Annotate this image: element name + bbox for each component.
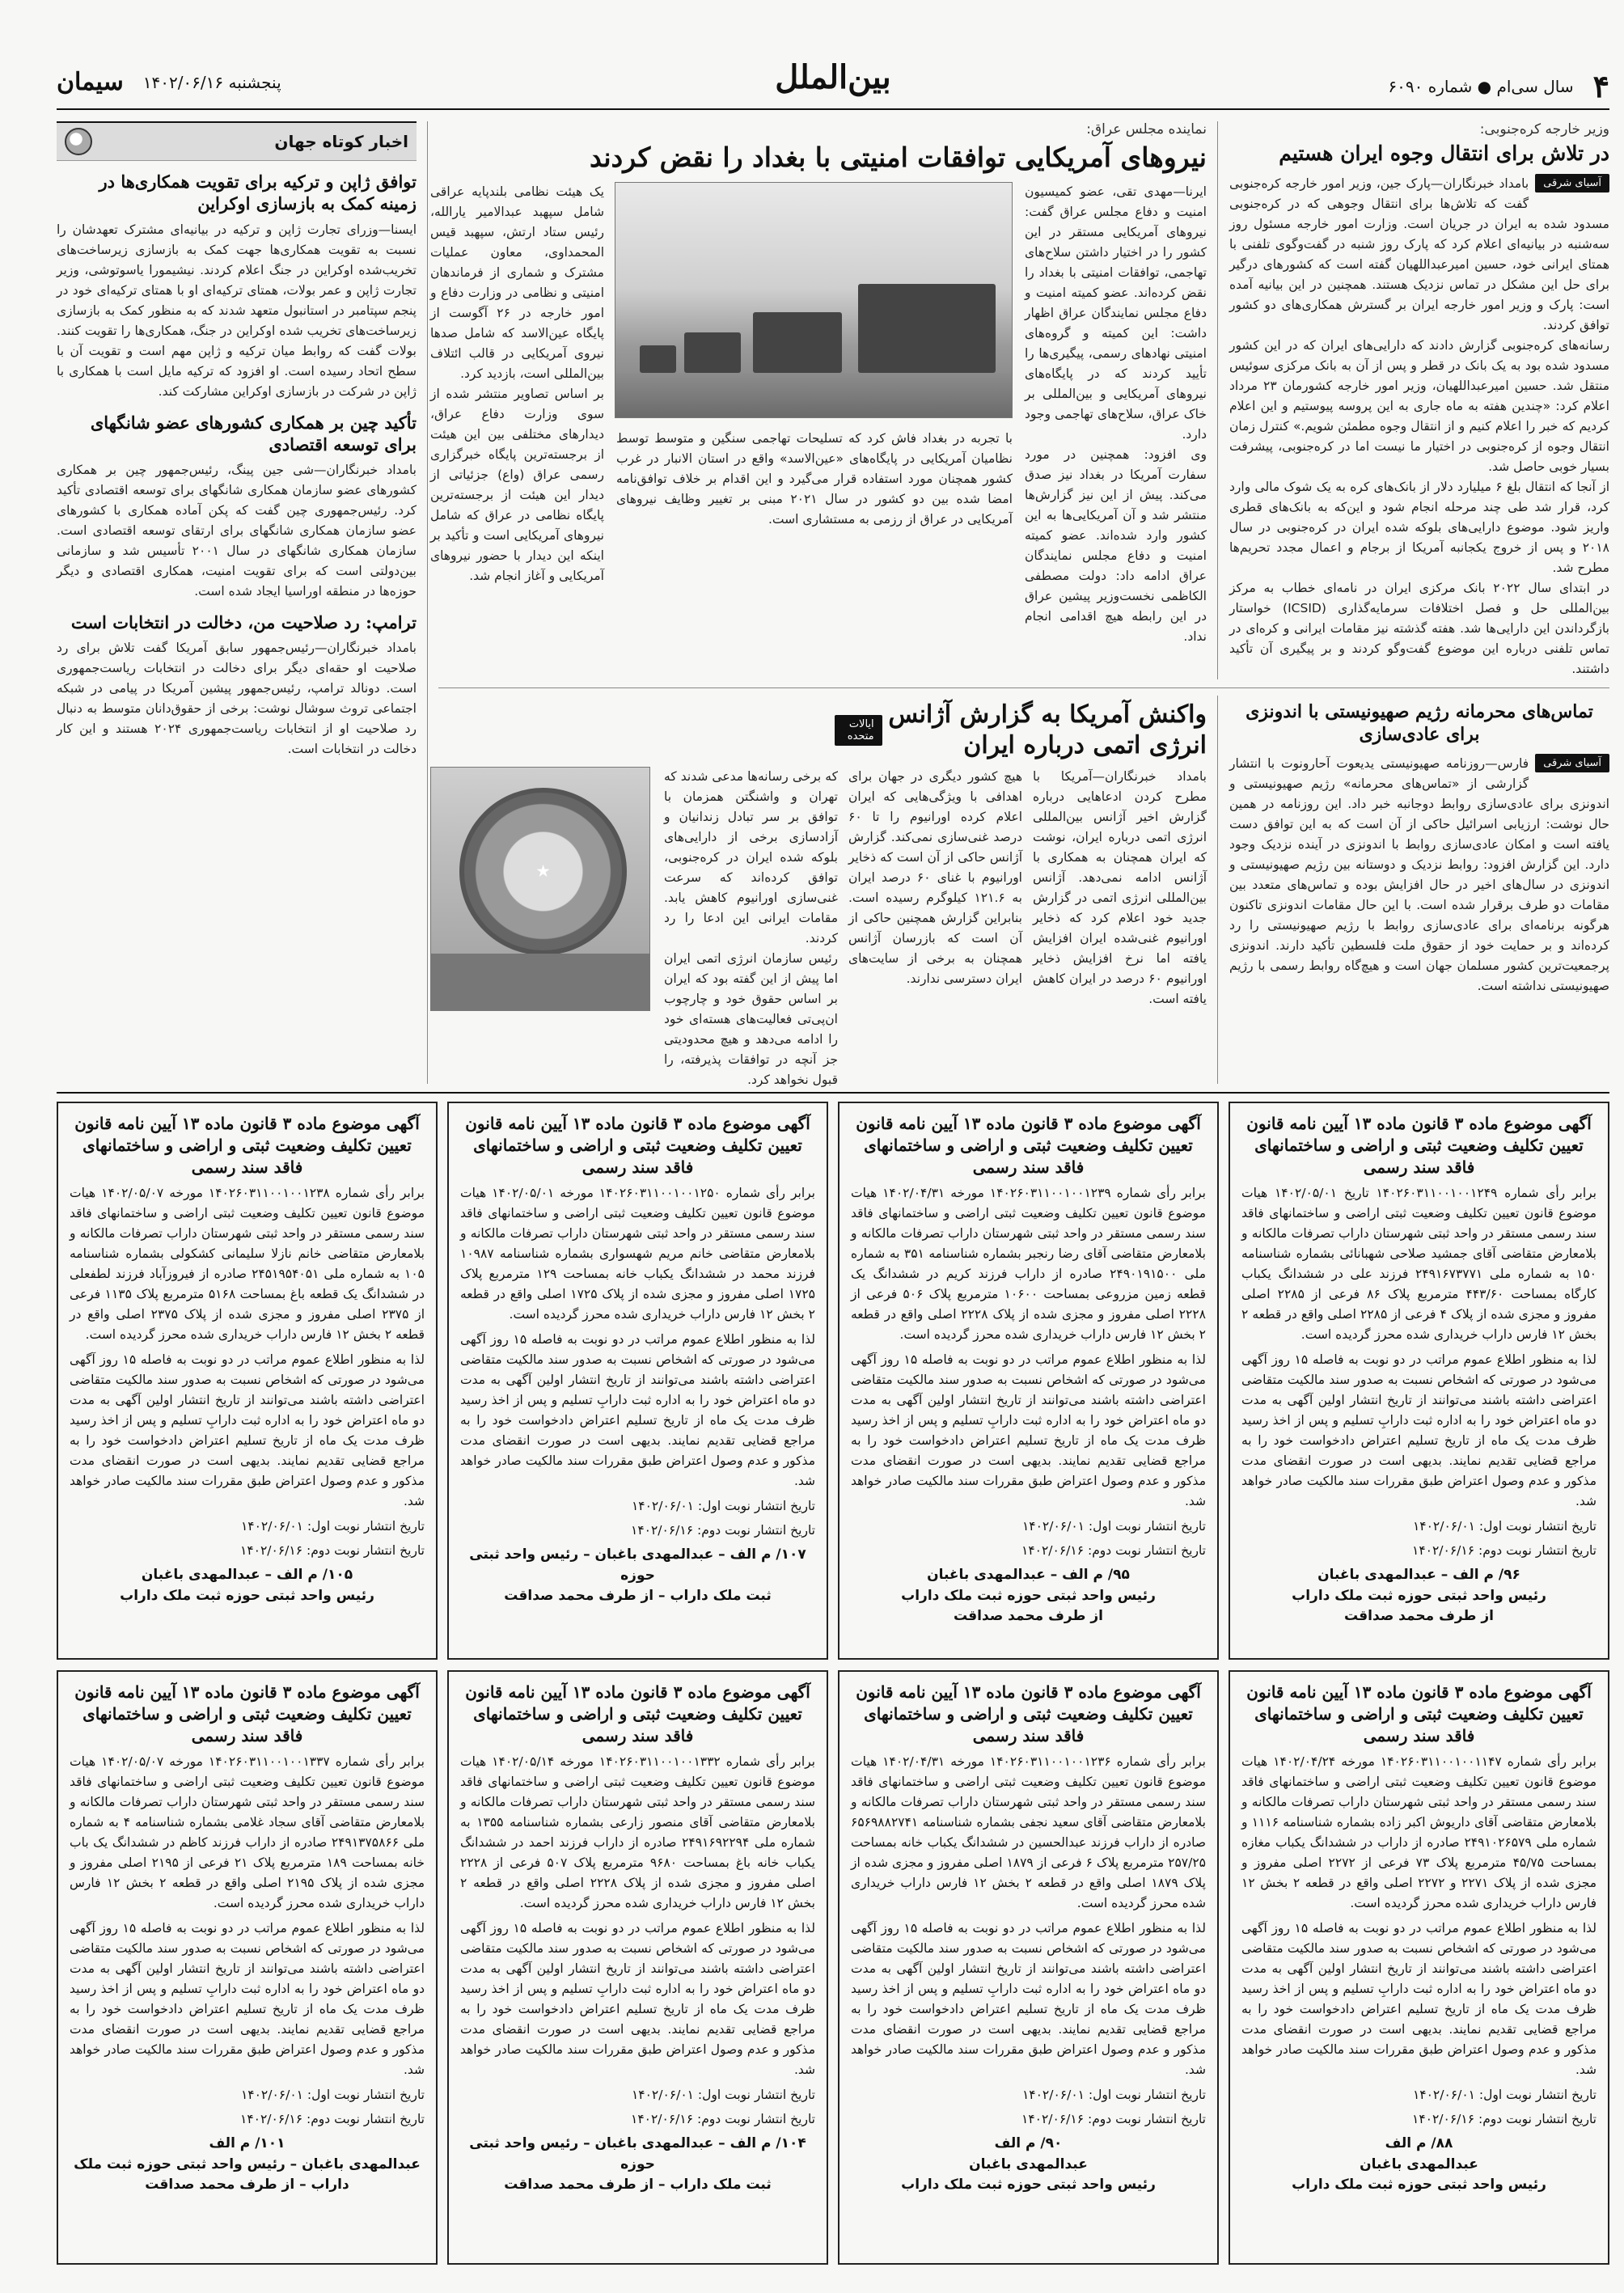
column-divider (1217, 121, 1218, 679)
notice-body: برابر رأی شماره ۱۴۰۲۶۰۳۱۱۰۰۱۰۰۱۳۳۷ مورخه ۱۴۰۲/۰۵/۰۷ هیات موضوع قانون تعیین تکلیف وضعیت ثبتی اراضی و ساختمانهای فاقد سند رسمی مستقر در واحد ثبتی شهرستان داراب تصرفات مالکانه و بلامعارض متقاضی آقای سجاد غلامی بشماره شناسنامه ۴ به شماره ملی ۲۴۹۱۳۷۵۸۶۶ صادره از داراب فرزند کاظم در ششدانگ یک باب خانه بمساحت ۱۸۹ مترمربع پلاک ۲۱ فرعی از ۲۱۹۵ اصلی مفروز و مجزی شده از پلاک ۲۱۹۵ اصلی واقع در قطعه ۲ بخش ۱۲ فارس داراب خریداری شده محرز گردیده است. (70, 1754, 425, 1910)
notice-date-2: تاریخ انتشار نوبت دوم: ۱۴۰۲/۰۶/۱۶ (240, 1543, 425, 1558)
article-paragraph: بامداد خبرنگاران—پارک جین، وزیر امور خارجه کره‌جنوبی گفت که تلاش‌ها برای انتقال وجوهی که در کره‌جنوبی مسدود شده به ایران در جریان است. وزارت امور خارجه مسئول روز سه‌شنبه در بیانیه‌ای اعلام کرد که پارک روز شنبه در گفت‌وگوی تلفنی با همتای ایرانی خود، حسین امیرعبداللهیان گفته است که کشورهای درگیر برای حل این مشکل در تماس نزدیک هستند. همچنین در این بیانیه آمده است: پارک و وزیر امور خارجه ایران بر گسترش همکاری‌های دو کشور توافق کردند. (1229, 176, 1609, 333)
signature-line: رئیس واحد ثبتی حوزه ثبت ملک داراب (1292, 1587, 1546, 1604)
signature-line: ۹۶/ م الف – عبدالمهدی باغبان (1317, 1567, 1520, 1583)
signature-line: ۱۰۴/ م الف – عبدالمهدی باغبان – رئیس واحد ثبتی حوزه (469, 2135, 806, 2172)
notice-closing: لذا به منظور اطلاع عموم مراتب در دو نوبت به فاصله ۱۵ روز آگهی می‌شود در صورتی که اشخاص نسبت به صدور سند مالکیت متقاضی اعتراضی داشته باشند می‌توانند از تاریخ انتشار اولین آگهی به مدت دو ماه اعتراض خود را به اداره ثبت دارابِ تسلیم و پس از اخذ رسید ظرف مدت یک ماه از تاریخ تسلیم اعتراض دادخواست خود را به مراجع قضایی تقدیم نمایند. بدیهی است در صورت انقضای مدت مذکور و عدم وصول اعتراض طبق مقررات سند مالکیت صادر خواهد شد. (851, 1352, 1206, 1508)
notice-date-2: تاریخ انتشار نوبت دوم: ۱۴۰۲/۰۶/۱۶ (1021, 2112, 1206, 2126)
brief-body: بامداد خبرنگاران—شی جین پینگ، رئیس‌جمهور چین بر همکاری کشورهای عضو سازمان همکاری شانگهای برای توسعه اقتصادی تأکید کرد. رئیس‌جمهوری چین گفت که پکن آماده همکاری با کشورهای عضو سازمان همکاری شانگهای برای ارتقای توسعه اقتصادی است. سازمان همکاری شانگهای در سال ۲۰۰۱ تأسیس شد و سازمانی بین‌دولتی است که برای تقویت امنیت، همکاری اقتصادی و دیگر حوزه‌ها در منطقه اوراسیا ایجاد شده است. (57, 463, 417, 599)
briefs-header (57, 121, 417, 161)
notice-body: برابر رأی شماره ۱۴۰۲۶۰۳۱۱۰۰۱۰۰۱۲۳۸ مورخه ۱۴۰۲/۰۵/۰۷ هیات موضوع قانون تعیین تکلیف وضعیت ثبتی اراضی و ساختمانهای فاقد سند رسمی مستقر در واحد ثبتی شهرستان داراب تصرفات مالکانه و بلامعارض متقاضی خانم نازلا سلیمانی کشکولی بشماره شناسنامه ۱۰۵ به شماره ملی ۲۴۵۱۹۵۴۰۵۱ صادره از فیروزآباد فرزند لطفعلی در ششدانگ یک قطعه باغ بمساحت ۵۱۶۸ مترمربع پلاک ۱۱۳۵ فرعی از ۲۳۷۵ اصلی مفروز و مجزی شده از پلاک ۲۳۷۵ اصلی واقع در قطعه ۲ بخش ۱۲ فارس داراب خریداری شده محرز گردیده است. (70, 1186, 425, 1342)
notice-date-1: تاریخ انتشار نوبت اول: ۱۴۰۲/۰۶/۰۱ (1021, 1519, 1206, 1534)
article-kicker: نماینده مجلس عراق: (1086, 121, 1207, 137)
signature-line: ۹۰/ م الف (994, 2135, 1063, 2151)
category-badge (1535, 754, 1609, 772)
building-facade (431, 954, 649, 1010)
category-label: ایالات متحده (835, 715, 882, 746)
article-headline: نیروهای آمریکایی توافقات امنیتی با بغداد را نقض کردند (590, 142, 1207, 173)
notice-body: برابر رأی شماره ۱۴۰۲۶۰۳۱۱۰۰۱۰۰۱۱۴۷ مورخه ۱۴۰۲/۰۴/۲۴ هیات موضوع قانون تعیین تکلیف وضعیت ثبتی اراضی و ساختمانهای فاقد سند رسمی مستقر در واحد ثبتی شهرستان داراب تصرفات مالکانه و بلامعارض متقاضی آقای داریوش اکبر زاده بشماره شناسنامه ۱۱۱۶ و شماره ملی ۲۴۹۱۰۲۶۵۷۹ صادره از داراب در ششدانگ یکباب مغازه بمساحت ۴۵/۷۵ مترمربع پلاک ۷۳ فرعی از ۲۲۷۲ اصلی مفروز و مجزی شده از پلاک ۲۲۷۱ و ۲۲۷۲ اصلی واقع در قطعه ۲ بخش ۱۲ فارس داراب خریداری شده محرز گردیده است. (1241, 1754, 1597, 1910)
notice-body: برابر رأی شماره ۱۴۰۲۶۰۳۱۱۰۰۱۰۰۱۲۳۶ مورخه ۱۴۰۲/۰۴/۳۱ هیات موضوع قانون تعیین تکلیف وضعیت ثبتی اراضی و ساختمانهای فاقد سند رسمی مستقر در واحد ثبتی شهرستان داراب تصرفات مالکانه و بلامعارض متقاضی آقای سعید نجفی بشماره شناسنامه ۶۵۶۹۸۸۲۷۴۱ صادره از داراب فرزند عبدالحسین در ششدانگ یکباب خانه بمساحت ۲۵۷/۲۵ مترمربع پلاک ۶ فرعی از ۱۸۷۹ اصلی مفروز و مجزی شده از پلاک ۱۸۷۹ اصلی واقع در قطعه ۲ بخش ۱۲ فارس داراب خریداری شده محرز گردیده است. (851, 1754, 1207, 1910)
masthead (57, 57, 1609, 110)
signature-line: رئیس واحد ثبتی حوزه ثبت ملک داراب (120, 1587, 374, 1604)
notice-body: برابر رأی شماره ۱۴۰۲۶۰۳۱۱۰۰۱۰۰۱۲۴۹ تاریخ ۱۴۰۲/۰۵/۰۱ هیات موضوع قانون تعیین تکلیف وضعیت ثبتی اراضی و ساختمانهای فاقد سند رسمی مستقر در واحد ثبتی شهرستان داراب تصرفات مالکانه و بلامعارض متقاضی آقای جمشید صلاحی شهبانائی بشماره شناسنامه ۱۵۰ به شماره ملی ۲۴۹۱۶۷۳۷۷۱ فرزند علی در ششدانگ یکباب کارگاه بمساحت ۴۴۳/۶۰ مترمربع پلاک ۸۶ فرعی از ۲۲۸۵ اصلی مفروز و مجزی شده از پلاک ۴ فرعی از ۲۲۸۵ اصلی واقع در قطعه ۲ بخش ۱۲ فارس داراب خریداری شده محرز گردیده است. (1241, 1186, 1597, 1342)
article-headline: در تلاش برای انتقال وجوه ایران هستیم (1279, 142, 1609, 165)
globe-icon (65, 128, 92, 155)
notice-signature (70, 2134, 425, 2196)
notice-date-2: تاریخ انتشار نوبت دوم: ۱۴۰۲/۰۶/۱۶ (1412, 1543, 1597, 1558)
department-seal-icon (459, 788, 627, 955)
brief-headline: تأکید چین بر همکاری کشورهای عضو شانگهای برای توسعه اقتصادی (90, 412, 417, 455)
notice-closing: لذا به منظور اطلاع عموم مراتب در دو نوبت به فاصله ۱۵ روز آگهی می‌شود در صورتی که اشخاص نسبت به صدور سند مالکیت متقاضی اعتراضی داشته باشند می‌توانند از تاریخ انتشار اولین آگهی به مدت دو ماه اعتراض خود را به اداره ثبت دارابِ تسلیم و پس از اخذ رسید ظرف مدت یک ماه از تاریخ تسلیم اعتراض دادخواست خود را به مراجع قضایی تقدیم نمایند. بدیهی است در صورت انقضای مدت مذکور و عدم وصول اعتراض طبق مقررات سند مالکیت صادر خواهد شد. (1241, 1352, 1597, 1508)
article-paragraph: بر اساس تصاویر منتشر شده از سوی وزارت دفاع عراق، دیدارهای مختلفی بین این هیئت از برجسته‌ترین پایگاه خبرگزاری رسمی عراق (واع) جزئیاتی از دیدار این هیئت از برجسته‌ترین پایگاه نظامی در عراق که شامل نیروهای آمریکایی است و تأکید بر اینکه این دیدار با حضور نیروهای آمریکایی و آغاز انجام شد. (430, 387, 604, 584)
notice-date-2: تاریخ انتشار نوبت دوم: ۱۴۰۲/۰۶/۱۶ (631, 1523, 815, 1538)
signature-line: عبدالمهدی باغبان – رئیس واحد ثبتی حوزه ثبت ملک (74, 2156, 421, 2172)
signature-line: عبدالمهدی باغبان (969, 2156, 1088, 2172)
column-divider (1217, 696, 1218, 1084)
photo-vehicle (684, 332, 741, 373)
notice-date-1: تاریخ انتشار نوبت اول: ۱۴۰۲/۰۶/۰۱ (631, 1499, 815, 1513)
notice-date-1: تاریخ انتشار نوبت اول: ۱۴۰۲/۰۶/۰۱ (631, 2088, 815, 2102)
article-column (616, 429, 1013, 530)
notice-body: برابر رأی شماره ۱۴۰۲۶۰۳۱۱۰۰۱۰۰۱۲۵۰ مورخه ۱۴۰۲/۰۵/۰۱ هیات موضوع قانون تعیین تکلیف وضعیت ثبتی اراضی و ساختمانهای فاقد سند رسمی مستقر در واحد ثبتی شهرستان داراب تصرفات مالکانه و بلامعارض متقاضی خانم مریم شهسواری بشماره شناسنامه ۱۰۹۸۷ فرزند محمد در ششدانگ یکباب خانه بمساحت ۱۲۹ مترمربع پلاک ۱۷۲۵ اصلی مفروز و مجزی شده از پلاک ۱۷۲۵ اصلی واقع در قطعه ۲ بخش ۱۲ فارس داراب خریداری شده محرز گردیده است. (460, 1186, 815, 1322)
ads-row-1 (57, 1102, 1609, 1660)
military-convoy-photo (615, 182, 1013, 418)
notice-title: آگهی موضوع ماده ۳ قانون ماده ۱۳ آیین نامه قانون تعیین تکلیف وضعیت ثبتی و اراضی و ساختمانهای فاقد سند رسمی (74, 1114, 420, 1177)
notice-date-1: تاریخ انتشار نوبت اول: ۱۴۰۲/۰۶/۰۱ (240, 1519, 425, 1534)
notice-closing: لذا به منظور اطلاع عموم مراتب در دو نوبت به فاصله ۱۵ روز آگهی می‌شود در صورتی که اشخاص نسبت به صدور سند مالکیت متقاضی اعتراضی داشته باشند می‌توانند از تاریخ انتشار اولین آگهی به مدت دو ماه اعتراض خود را به اداره ثبت دارابِ تسلیم و پس از اخذ رسید ظرف مدت یک ماه از تاریخ تسلیم اعتراض دادخواست خود را به مراجع قضایی تقدیم نمایند. بدیهی است در صورت انقضای مدت مذکور و عدم وصول اعتراض طبق مقررات سند مالکیت صادر خواهد شد. (70, 1921, 425, 2077)
article-column (664, 767, 838, 1090)
notice-title: آگهی موضوع ماده ۳ قانون ماده ۱۳ آیین نامه قانون تعیین تکلیف وضعیت ثبتی و اراضی و ساختمانهای فاقد سند رسمی (465, 1114, 810, 1177)
article-paragraph: رئیس سازمان انرژی اتمی ایران اما پیش از این گفته بود که ایران بر اساس حقوق خود و چارچوب ان‌پی‌تی فعالیت‌های هسته‌ای خود را ادامه می‌دهد و هیچ محدودیتی جز آنچه در توافقات پذیرفته، را قبول نخواهد کرد. (664, 951, 838, 1087)
article-indonesia (1229, 700, 1609, 996)
notice-title: آگهی موضوع ماده ۳ قانون ماده ۱۳ آیین نامه قانون تعیین تکلیف وضعیت ثبتی و اراضی و ساختمانهای فاقد سند رسمی (1246, 1682, 1592, 1745)
brief-headline: ترامپ: رد صلاحیت من، دخالت در انتخابات است (70, 612, 417, 633)
article-paragraph: که برخی رسانه‌ها مدعی شدند که تهران و واشنگتن همزمان با توافق بر سر تبادل زندانیان و آزادسازی برخی از دارایی‌های بلوکه شده ایران در کره‌جنوبی، توافق کرده‌اند که سرعت غنی‌سازی اورانیوم کاهش یابد. مقامات ایرانی این ادعا را رد کردند. (664, 769, 838, 946)
brief-body: ایسنا—وزرای تجارت ژاپن و ترکیه در بیانیه‌ای مشترک تعهدشان را نسبت به تقویت همکاری‌ها جهت کمک به بازسازی زیرساخت‌های تخریب‌شده اوکراین در جنگ اعلام کردند. نیشیمورا یاسوتوشی، وزیر تجارت ژاپن و عمر بولات، همتای ترکیه‌ای او با همتای ترکیه‌ای خود در پنجم سپتامبر در استانبول متعهد شدند که به منظور کمک به بازسازی زیرساخت‌های تخریب شده اوکراین در جنگ، همکاری‌ها را تقویت کنند. بولات گفت که روابط میان ترکیه و ژاپن مهم است و تقویت آن با سطح اتحاد رسیده است. او افزود که ترکیه مایل است با همکاری با ژاپن در شرکت در بازسازی اوکراین مشارکت کند. (57, 222, 417, 399)
notice-title: آگهی موضوع ماده ۳ قانون ماده ۱۳ آیین نامه قانون تعیین تکلیف وضعیت ثبتی و اراضی و ساختمانهای فاقد سند رسمی (856, 1682, 1201, 1745)
signature-line: ۸۸/ م الف (1385, 2135, 1453, 2151)
category-badge (1535, 174, 1609, 192)
legal-notice (57, 1670, 438, 2265)
section-divider (438, 687, 1609, 688)
notice-date-2: تاریخ انتشار نوبت دوم: ۱۴۰۲/۰۶/۱۶ (631, 2112, 815, 2126)
article-kicker: وزیر خارجه کره‌جنوبی: (1479, 121, 1609, 137)
article-korea (1229, 121, 1609, 679)
legal-notice (1229, 1102, 1609, 1660)
signature-line: داراب – از طرف محمد صداقت (145, 2177, 349, 2193)
article-paragraph: بامداد خبرنگاران—آمریکا با مطرح کردن ادعاهایی درباره گزارش اخیر آژانس بین‌المللی انرژی اتمی درباره ایران، نوشت که ایران همچنان به همکاری با آژانس ادامه نمی‌دهد. آژانس بین‌المللی انرژی اتمی در گزارش جدید خود اعلام کرد که ذخایر اورانیوم غنی‌شده ایران افزایش یافته اما نرخ افزایش ذخایر اورانیوم ۶۰ درصد در ایران کاهش یافته است. (1033, 769, 1207, 1006)
newspaper-page (57, 57, 1609, 2277)
article-us-iaea (430, 700, 1207, 1106)
signature-line: از طرف محمد صداقت (1344, 1608, 1494, 1624)
seal-eagle-icon: ★ (536, 863, 550, 880)
article-paragraph: وی افزود: همچنین در مورد سفارت آمریکا در بغداد نیز صدق می‌کند. پیش از این نیز گزارش‌ها منتشر شد و آن آمریکایی‌ها به این کشور وارد شده‌اند. عضو کمیته امنیت و دفاع مجلس نمایندگان عراق ادامه داد: دولت مصطفی الکاظمی نخست‌وزیر پیشین عراق در این رابطه هیچ اقدامی انجام نداد. (1025, 447, 1207, 645)
notice-signature (1241, 1565, 1597, 1627)
news-briefs (57, 121, 417, 759)
signature-line: ۹۵/ م الف – عبدالمهدی باغبان (927, 1567, 1130, 1583)
article-column (1033, 767, 1207, 1009)
category-label: آسیای شرقی (1535, 754, 1609, 772)
photo-vehicle (640, 345, 676, 373)
masthead-right (1388, 68, 1609, 104)
notice-closing: لذا به منظور اطلاع عموم مراتب در دو نوبت به فاصله ۱۵ روز آگهی می‌شود در صورتی که اشخاص نسبت به صدور سند مالکیت متقاضی اعتراضی داشته باشند می‌توانند از تاریخ انتشار اولین آگهی به مدت دو ماه اعتراض خود را به اداره ثبت دارابِ تسلیم و پس از اخذ رسید ظرف مدت یک ماه از تاریخ تسلیم اعتراض دادخواست خود را به مراجع قضایی تقدیم نمایند. بدیهی است در صورت انقضای مدت مذکور و عدم وصول اعتراض طبق مقررات سند مالکیت صادر خواهد شد. (70, 1352, 425, 1508)
notice-signature (851, 2134, 1206, 2196)
notice-title: آگهی موضوع ماده ۳ قانون ماده ۱۳ آیین نامه قانون تعیین تکلیف وضعیت ثبتی و اراضی و ساختمانهای فاقد سند رسمی (74, 1682, 420, 1745)
article-column (848, 767, 1022, 989)
legal-notice (447, 1102, 828, 1660)
article-iraq (430, 121, 1207, 645)
signature-line: از طرف محمد صداقت (954, 1608, 1103, 1624)
article-paragraph: ایرنا—مهدی تقی، عضو کمیسیون امنیت و دفاع مجلس عراق گفت: نیروهای آمریکایی مستقر در این کشور را در اختیار داشتن سلاح‌های تهاجمی، توافقات امنیتی با بغداد را نقض کرده‌اند. عضو کمیته امنیت و دفاع مجلس نمایندگان عراق اظهار داشت: این کمیته و گروه‌های امنیتی نهادهای رسمی، پیگیری‌ها را تأیید کردند که در پایگاه‌های نیروهای آمریکایی و بین‌المللی بر خاک عراق، سلاح‌های تهاجمی وجود دارد. (1025, 184, 1207, 442)
notice-date-2: تاریخ انتشار نوبت دوم: ۱۴۰۲/۰۶/۱۶ (1021, 1543, 1206, 1558)
notice-closing: لذا به منظور اطلاع عموم مراتب در دو نوبت به فاصله ۱۵ روز آگهی می‌شود در صورتی که اشخاص نسبت به صدور سند مالکیت متقاضی اعتراضی داشته باشند می‌توانند از تاریخ انتشار اولین آگهی به مدت دو ماه اعتراض خود را به اداره ثبت دارابِ تسلیم و پس از اخذ رسید ظرف مدت یک ماه از تاریخ تسلیم اعتراض دادخواست خود را به مراجع قضایی تقدیم نمایند. بدیهی است در صورت انقضای مدت مذکور و عدم وصول اعتراض طبق مقررات سند مالکیت صادر خواهد شد. (460, 1332, 815, 1488)
article-body (430, 182, 1207, 645)
notice-date-1: تاریخ انتشار نوبت اول: ۱۴۰۲/۰۶/۰۱ (1021, 2088, 1206, 2102)
issue-date: پنجشنبه ۱۴۰۲/۰۶/۱۶ (142, 72, 281, 92)
notice-signature (460, 1545, 815, 1607)
notice-date-2: تاریخ انتشار نوبت دوم: ۱۴۰۲/۰۶/۱۶ (1412, 2112, 1597, 2126)
signature-line: ۱۰۱/ م الف (209, 2135, 285, 2151)
notice-closing: لذا به منظور اطلاع عموم مراتب در دو نوبت به فاصله ۱۵ روز آگهی می‌شود در صورتی که اشخاص نسبت به صدور سند مالکیت متقاضی اعتراضی داشته باشند می‌توانند از تاریخ انتشار اولین آگهی به مدت دو ماه اعتراض خود را به اداره ثبت دارابِ تسلیم و پس از اخذ رسید ظرف مدت یک ماه از تاریخ تسلیم اعتراض دادخواست خود را به مراجع قضایی تقدیم نمایند. بدیهی است در صورت انقضای مدت مذکور و عدم وصول اعتراض طبق مقررات سند مالکیت صادر خواهد شد. (1241, 1921, 1597, 2077)
legal-notice (838, 1670, 1219, 2265)
briefs-title: اخبار کوتاه جهان (274, 132, 408, 151)
signature-line: رئیس واحد ثبتی حوزه ثبت ملک داراب (1292, 2177, 1546, 2193)
legal-notice (447, 1670, 828, 2265)
signature-line: رئیس واحد ثبتی حوزه ثبت ملک داراب (901, 2177, 1156, 2193)
brief-headline: توافق ژاپن و ترکیه برای تقویت همکاری‌ها در زمینه کمک به بازسازی اوکراین (99, 171, 417, 214)
page-number: ۴ (1592, 68, 1609, 104)
signature-line: ثبت ملک داراب – از طرف محمد صداقت (504, 2177, 772, 2193)
category-label: آسیای شرقی (1535, 174, 1609, 192)
article-header (430, 700, 1207, 760)
notice-body: برابر رأی شماره ۱۴۰۲۶۰۳۱۱۰۰۱۰۰۱۳۳۲ مورخه ۱۴۰۲/۰۵/۱۴ هیات موضوع قانون تعیین تکلیف وضعیت ثبتی اراضی و ساختمانهای فاقد سند رسمی مستقر در واحد ثبتی شهرستان داراب تصرفات مالکانه و بلامعارض متقاضی آقای منصور زارعی بشماره شناسنامه ۱۳۵۵ به شماره ملی ۲۴۹۱۶۹۲۲۹۴ صادره از داراب فرزند احمد در ششدانگ یکباب خانه باغ بمساحت ۹۶۸۰ مترمربع پلاک ۵۰۷ فرعی از ۲۲۲۸ اصلی مفروز و مجزی شده از پلاک ۲۲۲۸ اصلی واقع در قطعه ۲ بخش ۱۲ فارس داراب خریداری شده محرز گردیده است. (460, 1754, 816, 1910)
notice-signature (460, 2134, 815, 2196)
article-paragraph: در ابتدای سال ۲۰۲۲ بانک مرکزی ایران در نامه‌ای خطاب به مرکز بین‌المللی حل و فصل اختلافات سرمایه‌گذاری (ICSID) خواستار بازگرداندن این دارایی‌ها شد. هفته گذشته نیز مقامات ایرانی و کره‌ای در تماس تلفنی درباره این موضوع گفت‌وگو کردند و بر پیگیری آن تأکید داشتند. (1229, 581, 1609, 677)
photo-vehicle (858, 284, 996, 373)
article-paragraph: رسانه‌های کره‌جنوبی گزارش دادند که دارایی‌های ایران که در این کشور مسدود شده بود به یک بانک در قطر و پس از آن به بانک مرکزی سوئیس منتقل شد. حسین امیرعبداللهیان، وزیر امور خارجه کشورمان ۲۳ مرداد اعلام کرد: «چندین هفته به ماه جاری به این پروسه پیوستیم و این اعلام کردیم که خبر را اعلام کنیم و از انتقال وجوه مطمئن شویم.» کنترل زمان انتقال وجوه از کره‌جنوبی در اختیار ما نیست اما در کره‌جنوبی، پیشرفت بسیار خوبی حاصل شد. (1229, 338, 1609, 475)
newspaper-logo: سیمان (57, 68, 124, 96)
brief-body: بامداد خبرنگاران—رئیس‌جمهور سابق آمریکا گفت تلاش برای رد صلاحیت او حقه‌ای دیگر برای دخالت در انتخابات ریاست‌جمهوری است. دونالد ترامپ، رئیس‌جمهور پیشین آمریکا در پیامی در شبکه اجتماعی تروث سوشال نوشت: برخی از حقوق‌دانان متوسط به دنبال رد صلاحیت او از انتخابات ریاست‌جمهوری ۲۰۲۴ هستند و این کار دخالت در انتخابات است. (57, 641, 417, 757)
notice-closing: لذا به منظور اطلاع عموم مراتب در دو نوبت به فاصله ۱۵ روز آگهی می‌شود در صورتی که اشخاص نسبت به صدور سند مالکیت متقاضی اعتراضی داشته باشند می‌توانند از تاریخ انتشار اولین آگهی به مدت دو ماه اعتراض خود را به اداره ثبت دارابِ تسلیم و پس از اخذ رسید ظرف مدت یک ماه از تاریخ تسلیم اعتراض دادخواست خود را به مراجع قضایی تقدیم نمایند. بدیهی است در صورت انقضای مدت مذکور و عدم وصول اعتراض طبق مقررات سند مالکیت صادر خواهد شد. (460, 1921, 815, 2077)
notice-title: آگهی موضوع ماده ۳ قانون ماده ۱۳ آیین نامه قانون تعیین تکلیف وضعیت ثبتی و اراضی و ساختمانهای فاقد سند رسمی (856, 1114, 1201, 1177)
notice-signature (851, 1565, 1206, 1627)
state-department-photo (430, 767, 650, 1011)
article-paragraph: هیچ کشور دیگری در جهان برای اهدافی با ویژگی‌هایی که ایران اعلام کرده اورانیوم را تا ۶۰ درصد غنی‌سازی نمی‌کند. گزارش آژانس حاکی از آن است که ذخایر اورانیوم با غنای ۶۰ درصد ایران به ۱۲۱.۶ کیلوگرم رسیده است. بنابراین گزارش همچنین حاکی از آن است که بازرسان آژانس همچنان به برخی از سایت‌های ایران دسترسی ندارند. (848, 769, 1022, 986)
article-paragraph: یک هیئت نظامی بلندپایه عراقی شامل سپهبد عبدالامیر یارالله، رئیس ستاد ارتش، سپهبد قیس المحمداوی، معاون عملیات مشترک و شماری از فرماندهان امنیتی و نظامی در وزارت دفاع و امور خارجه در ۲۶ آگوست از پایگاه عین‌الاسد که شامل صدها نیروی آمریکایی در قالب ائتلاف بین‌المللی است، بازدید کرد. (430, 184, 605, 382)
signature-line: ۱۰۷/ م الف – عبدالمهدی باغبان – رئیس واحد ثبتی حوزه (469, 1546, 806, 1584)
signature-line: رئیس واحد ثبتی حوزه ثبت ملک داراب (901, 1587, 1156, 1604)
photo-road (615, 373, 1012, 417)
notice-title: آگهی موضوع ماده ۳ قانون ماده ۱۳ آیین نامه قانون تعیین تکلیف وضعیت ثبتی و اراضی و ساختمانهای فاقد سند رسمی (1246, 1114, 1592, 1177)
notice-date-2: تاریخ انتشار نوبت دوم: ۱۴۰۲/۰۶/۱۶ (240, 2112, 425, 2126)
article-paragraph: از آنجا که انتقال بلغ ۶ میلیارد دلار از بانک‌های کره به یک شوک مالی وارد کرد، قرار شد طی چند مرحله انجام شود و این‌که به بانک‌های قطری واریز شود. موضوع دارایی‌های بلوکه شده ایران در کره‌جنوبی در سال ۲۰۱۸ و پس از خروج یکجانبه آمریکا از برجام و اعمال مجدد تحریم‌ها مطرح شد. (1229, 480, 1609, 576)
masthead-left (57, 68, 281, 96)
article-paragraph: با تجربه در بغداد فاش کرد که تسلیحات تهاجمی سنگین و متوسط توسط نظامیان آمریکایی در پایگاه‌های «عین‌الاسد» واقع در استان الانبار در غرب کشور همچنان مورد استفاده قرار می‌گیرد و این اقدام بر خلاف توافق‌نامه امضا شده بین دو کشور در سال ۲۰۲۱ مبنی بر تغییر وظایف نیروهای آمریکایی در عراق از رزمی به مستشاری است. (616, 431, 1013, 527)
ads-divider (57, 1092, 1609, 1094)
article-column (430, 182, 604, 586)
article-headline: واکنش آمریکا به گزارش آژانس انرژی اتمی درباره ایران (888, 700, 1207, 759)
legal-notice (57, 1102, 438, 1660)
article-column (1025, 182, 1207, 647)
notice-signature (1241, 2134, 1597, 2196)
notice-body: برابر رأی شماره ۱۴۰۲۶۰۳۱۱۰۰۱۰۰۱۲۳۹ مورخه ۱۴۰۲/۰۴/۳۱ هیات موضوع قانون تعیین تکلیف وضعیت ثبتی اراضی و ساختمانهای فاقد سند رسمی مستقر در واحد ثبتی شهرستان داراب تصرفات مالکانه و بلامعارض متقاضی آقای رضا رنجبر بشماره شناسنامه ۳۵۱ به شماره ملی ۲۴۹۰۱۹۱۵۰۰ صادره از داراب فرزند کریم در ششدانگ یک قطعه زمین مزروعی بمساحت ۱۰۶۰۰ مترمربع پلاک ۵۰۶ فرعی از ۲۲۲۸ اصلی مفروز و مجزی شده از پلاک ۲۲۲۸ اصلی واقع در قطعه ۲ بخش ۱۲ فارس داراب خریداری شده محرز گردیده است. (851, 1186, 1206, 1342)
signature-line: ثبت ملک داراب – از طرف محمد صداقت (504, 1588, 772, 1604)
notice-title: آگهی موضوع ماده ۳ قانون ماده ۱۳ آیین نامه قانون تعیین تکلیف وضعیت ثبتی و اراضی و ساختمانهای فاقد سند رسمی (465, 1682, 810, 1745)
signature-line: عبدالمهدی باغبان (1360, 2156, 1478, 2172)
notice-date-1: تاریخ انتشار نوبت اول: ۱۴۰۲/۰۶/۰۱ (1412, 1519, 1597, 1534)
article-headline: تماس‌های محرمانه رژیم صهیونیستی با اندونزی برای عادی‌سازی (1245, 701, 1593, 745)
article-paragraph: فارس—روزنامه صهیونیستی یدیعوت آحارونوت با انتشار گزارشی از «تماس‌های محرمانه» رژیم صهیونیستی و اندونزی برای عادی‌سازی روابط دوجانبه خبر داد. این روزنامه در همین حال نوشت: ارزیابی اسرائیل حاکی از آن است که به این توافق دست یافته است و امکان عادی‌سازی روابط با اندونزی در آینده نزدیک وجود دارد. این گزارش افزود: روابط نزدیک و دوستانه بین رژیم صهیونیستی و اندونزی در سال‌های اخیر در حال افزایش بوده و تماس‌های متعدد بین مقامات دو طرف برقرار شده است. با این حال مقامات اندونزی تاکنون هرگونه برنامه‌ای برای عادی‌سازی روابط با رژیم صهیونیستی را رد کرده‌اند و بر حمایت خود از حقوق ملت فلسطین تأکید دارند. اندونزی پرجمعیت‌ترین کشور مسلمان جهان است و هیچ‌گاه روابط رسمی با رژیم صهیونیستی نداشته است. (1229, 756, 1609, 993)
photo-vehicle (753, 312, 842, 373)
legal-notice (1229, 1670, 1609, 2265)
section-title: بین‌الملل (775, 58, 891, 96)
issue-number: سال سی‌ام ● شماره ۶۰۹۰ (1388, 76, 1574, 96)
notice-date-1: تاریخ انتشار نوبت اول: ۱۴۰۲/۰۶/۰۱ (240, 2088, 425, 2102)
legal-notice (838, 1102, 1219, 1660)
signature-line: ۱۰۵/ م الف – عبدالمهدی باغبان (141, 1567, 353, 1583)
ads-row-2 (57, 1670, 1609, 2265)
notice-signature (70, 1565, 425, 1606)
notice-date-1: تاریخ انتشار نوبت اول: ۱۴۰۲/۰۶/۰۱ (1412, 2088, 1597, 2102)
article-body (430, 767, 1207, 1106)
column-divider (427, 121, 428, 1084)
notice-closing: لذا به منظور اطلاع عموم مراتب در دو نوبت به فاصله ۱۵ روز آگهی می‌شود در صورتی که اشخاص نسبت به صدور سند مالکیت متقاضی اعتراضی داشته باشند می‌توانند از تاریخ انتشار اولین آگهی به مدت دو ماه اعتراض خود را به اداره ثبت دارابِ تسلیم و پس از اخذ رسید ظرف مدت یک ماه از تاریخ تسلیم اعتراض دادخواست خود را به مراجع قضایی تقدیم نمایند. بدیهی است در صورت انقضای مدت مذکور و عدم وصول اعتراض طبق مقررات سند مالکیت صادر خواهد شد. (851, 1921, 1206, 2077)
